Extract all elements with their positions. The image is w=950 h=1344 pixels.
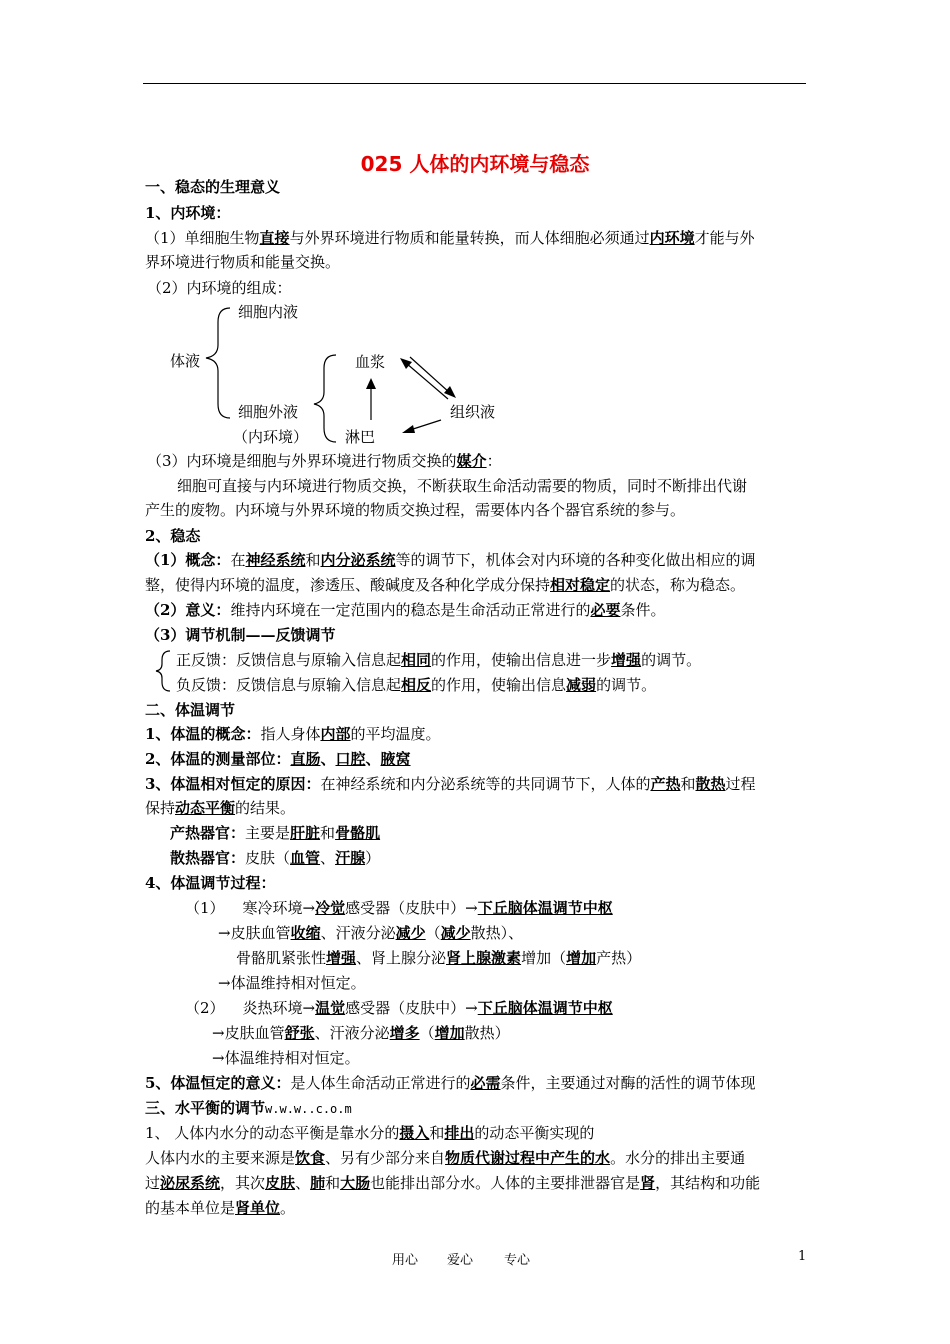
footer-text: 爱心 — [447, 1253, 474, 1268]
section-heading-2: 二、体温调节 — [145, 701, 236, 719]
paragraph-line: 散热器官：皮肤（血管、汗腺） — [170, 849, 381, 867]
paragraph-line: （3）内环境是细胞与外界环境进行物质交换的媒介： — [147, 452, 502, 470]
subheading-homeostasis: 2、稳态 — [145, 527, 201, 545]
paragraph-line: →皮肤血管舒张、汗液分泌增多（增加散热） — [212, 1024, 510, 1042]
paragraph-line: （1） 寒冷环境→冷觉感受器（皮肤中）→下丘脑体温调节中枢 — [185, 899, 613, 917]
footer-text: 专心 — [504, 1253, 531, 1268]
paragraph-line: 保持动态平衡的结果。 — [145, 799, 296, 817]
page-title: 025 人体的内环境与稳态 — [360, 152, 590, 176]
section-heading-1: 一、稳态的生理意义 — [145, 178, 281, 196]
paragraph-line: 骨骼肌紧张性增强、肾上腺分泌肾上腺激素增加（增加产热） — [236, 949, 642, 967]
label-plasma: 血浆 — [355, 353, 386, 371]
paragraph-line: 整，使得内环境的温度，渗透压、酸碱度及各种化学成分保持相对稳定的状态，称为稳态。 — [145, 576, 746, 594]
label-lymph: 淋巴 — [345, 428, 376, 446]
section-heading-3: 三、水平衡的调节w.w.w..c.o.m — [145, 1099, 352, 1117]
paragraph-line: 过泌尿系统，其次皮肤、肺和大肠也能排出部分水。人体的主要排泄器官是肾，其结构和功能 — [145, 1174, 761, 1192]
paragraph-line: 产热器官：主要是肝脏和骨骼肌 — [170, 824, 381, 842]
label-body-fluid: 体液 — [170, 352, 201, 370]
paragraph-line: 1、体温的概念：指人身体内部的平均温度。 — [145, 725, 441, 743]
paragraph-line: 5、体温恒定的意义：是人体生命活动正常进行的必需条件，主要通过对酶的活性的调节体现 — [145, 1074, 756, 1092]
paragraph-line: 1、 人体内水分的动态平衡是靠水分的摄入和排出的动态平衡实现的 — [145, 1124, 595, 1142]
paragraph-line: （1）单细胞生物直接与外界环境进行物质和能量转换，而人体细胞必须通过内环境才能与外 — [145, 229, 755, 247]
label-internal-environment: （内环境） — [233, 428, 309, 446]
label-tissue-fluid: 组织液 — [450, 403, 496, 421]
paragraph-line: 细胞可直接与内环境进行物质交换，不断获取生命活动需要的物质，同时不断排出代谢 — [177, 477, 748, 495]
paragraph-line: 2、体温的测量部位：直肠、口腔、腋窝 — [145, 750, 411, 768]
paragraph-line: （3）调节机制——反馈调节 — [145, 626, 336, 644]
paragraph-line: （2） 炎热环境→温觉感受器（皮肤中）→下丘脑体温调节中枢 — [185, 999, 613, 1017]
paragraph-line: 负反馈：反馈信息与原输入信息起相反的作用，使输出信息减弱的调节。 — [176, 676, 657, 694]
paragraph-line: 产生的废物。内环境与外界环境的物质交换过程，需要体内各个器官系统的参与。 — [145, 501, 686, 519]
label-extracellular-fluid: 细胞外液 — [238, 403, 299, 421]
paragraph-line: （1）概念：在神经系统和内分泌系统等的调节下，机体会对内环境的各种变化做出相应的调 — [145, 551, 756, 569]
paragraph-line: 3、体温相对恒定的原因：在神经系统和内分泌系统等的共同调节下，人体的产热和散热过程 — [145, 775, 756, 793]
paragraph-line: 正反馈：反馈信息与原输入信息起相同的作用，使输出信息进一步增强的调节。 — [176, 651, 702, 669]
page-number: 1 — [798, 1249, 807, 1264]
subheading-inner-env: 1、内环境： — [145, 204, 231, 222]
paragraph-line: 的基本单位是肾单位。 — [145, 1199, 296, 1217]
paragraph-line: 界环境进行物质和能量交换。 — [145, 253, 341, 271]
paragraph-line: →体温维持相对恒定。 — [218, 974, 366, 992]
footer-text: 用心 — [392, 1253, 419, 1268]
paragraph-line: （2）内环境的组成： — [147, 279, 292, 297]
paragraph-line: （2）意义：维持内环境在一定范围内的稳态是生命活动正常进行的必要条件。 — [145, 601, 666, 619]
paragraph-line: 人体内水的主要来源是饮食、另有少部分来自物质代谢过程中产生的水。水分的排出主要通 — [145, 1149, 746, 1167]
label-intracellular-fluid: 细胞内液 — [238, 303, 299, 321]
paragraph-line: →皮肤血管收缩、汗液分泌减少（减少散热）、 — [218, 924, 524, 942]
paragraph-line: →体温维持相对恒定。 — [212, 1049, 360, 1067]
paragraph-line: 4、体温调节过程： — [145, 874, 276, 892]
